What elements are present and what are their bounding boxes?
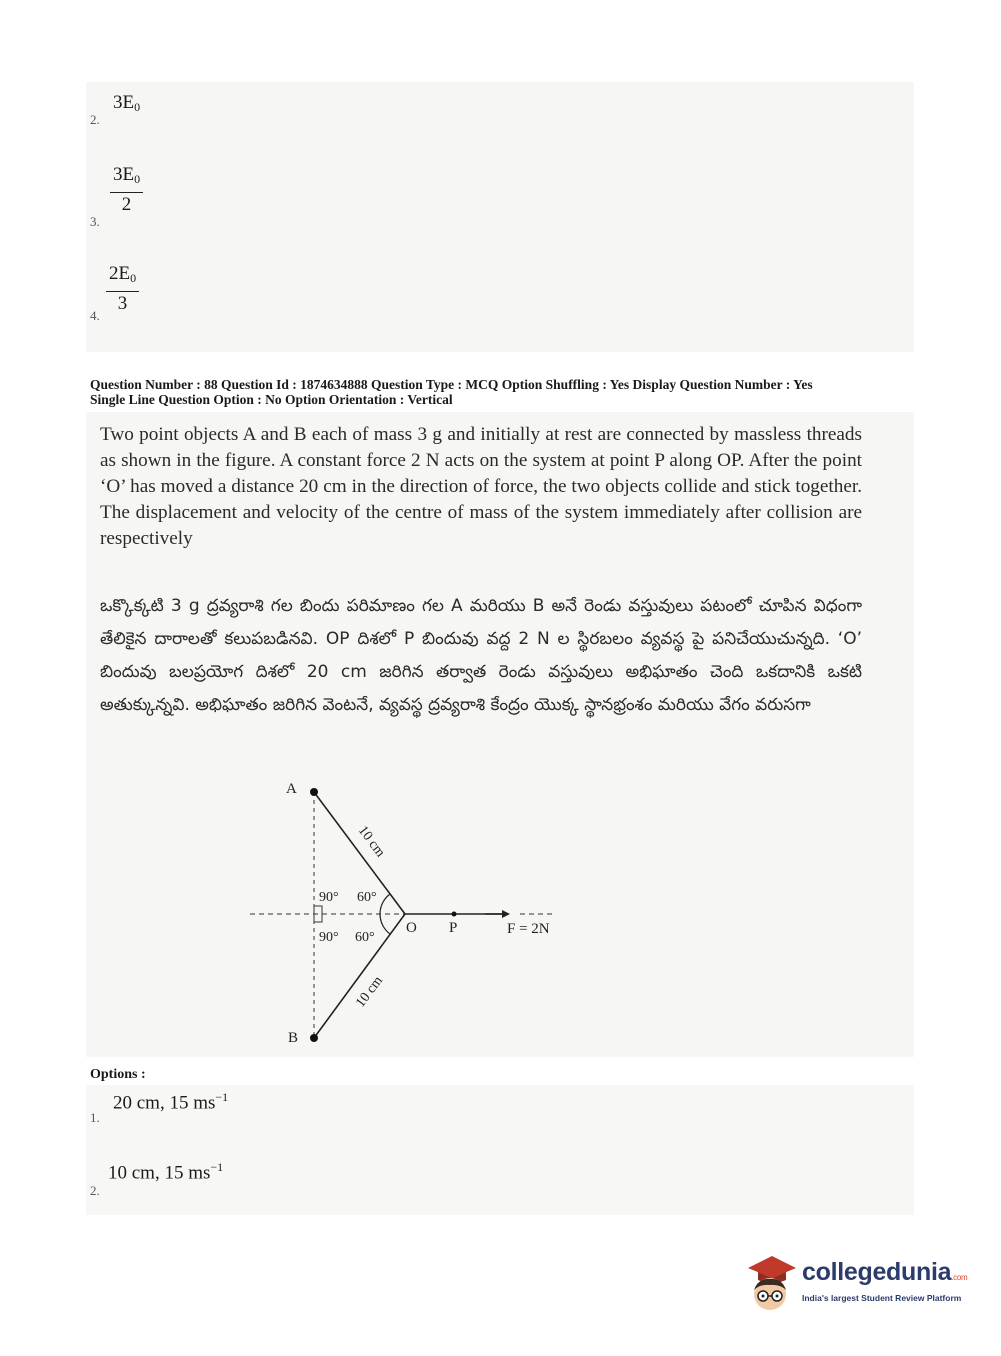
question-meta-line2: Single Line Question Option : No Option Orientation : Vertical (90, 392, 453, 407)
option-1[interactable] (113, 1090, 228, 1114)
mascot-icon (740, 1252, 800, 1316)
option-number: 3. (90, 214, 100, 229)
label-angle-60-top: 60° (357, 890, 377, 905)
label-force: F = 2N (507, 921, 550, 937)
question-text-telugu: ఒక్కొక్కటి 3 g ద్రవ్యరాశి గల బిందు పరిమాణం గల A మరియు B అనే రెండు వస్తువులు పటంలో చూపిన విధంగా తేలికైన దారాలతో కలుపబడినవి. OP దిశలో P బిందువు వద్ద 2 N ల స్థిరబలం వ్యవస్థ పై పనిచేయుచున్నది. ‘O’ బిందువు బలప్రయోగ దిశలో 20 cm జరిగిన తర్వాత రెండు వస్తువులు అభిఘాతం చెంది ఒకదానికి ఒకటి అతుక్కున్నవి. అభిఘాతం జరిగిన వెంటనే, వ్యవస్థ ద్రవ్యరాశి కేంద్రం యొక్క స్థానభ్రంశం మరియు వేగం వరుసగా (100, 596, 862, 715)
option-number: 2. (90, 1183, 100, 1198)
fraction-subscript: 0 (134, 172, 141, 186)
question-meta-line1: Question Number : 88 Question Id : 1874634888 Question Type : MCQ Option Shuffling : Yes Display Question Number : Yes (90, 377, 813, 392)
fraction-numerator (106, 263, 139, 292)
option-2[interactable] (108, 1160, 223, 1184)
option-subscript: 0 (134, 100, 141, 114)
option-1-text: 20 cm, 15 ms (113, 1092, 216, 1114)
label-angle-90-top: 90° (319, 890, 339, 905)
logo-tagline: India's largest Student Review Platform (802, 1293, 962, 1303)
label-angle-60-bottom: 60° (355, 930, 375, 945)
label-length-bottom: 10 cm (353, 973, 387, 1011)
fraction-numerator-text: 3E (113, 164, 135, 185)
logo-brand (802, 1258, 967, 1287)
label-angle-90-bottom: 90° (319, 930, 339, 945)
option-2-sup: −1 (210, 1160, 224, 1174)
point-p (452, 912, 457, 917)
option-1-sup: −1 (215, 1090, 229, 1104)
point-a (310, 788, 318, 796)
option-numerator-text: 3E (113, 92, 135, 113)
option-fraction[interactable] (110, 164, 143, 217)
option-fraction[interactable] (106, 263, 139, 316)
question-metadata (90, 377, 920, 407)
point-b (310, 1034, 318, 1042)
label-b: B (288, 1030, 299, 1046)
label-o: O (406, 920, 417, 936)
force-arrow-head (502, 910, 510, 918)
fraction-denominator: 2 (121, 194, 132, 215)
label-length-top: 10 cm (354, 823, 388, 861)
collegedunia-logo[interactable] (740, 1252, 970, 1320)
option-expression (113, 92, 140, 115)
fraction-denominator: 3 (117, 293, 128, 314)
option-2-text: 10 cm, 15 ms (108, 1162, 211, 1184)
options-label: Options : (90, 1067, 146, 1082)
label-a: A (286, 781, 297, 797)
question-text-english: Two point objects A and B each of mass 3 g and initially at rest are connected by massless threads as shown in the figure. A constant force 2 N acts on the system at point P along OP. After the point ‘O’ has moved a distance 20 cm in the direction of force, the two objects collide and stick together. The displacement and velocity of the centre of mass of the system immediately after collision are respectively (100, 424, 862, 549)
label-p: P (449, 920, 458, 936)
fraction-subscript: 0 (130, 271, 137, 285)
logo-suffix: .com (951, 1273, 968, 1282)
fraction-numerator-text: 2E (109, 263, 131, 284)
option-number: 2. (90, 112, 100, 127)
fraction-numerator (110, 164, 143, 193)
option-number: 1. (90, 1110, 100, 1125)
logo-brand-text: collegedunia (802, 1258, 952, 1286)
scan-region-top (86, 82, 914, 352)
question-figure (240, 770, 580, 1050)
option-number: 4. (90, 308, 100, 323)
